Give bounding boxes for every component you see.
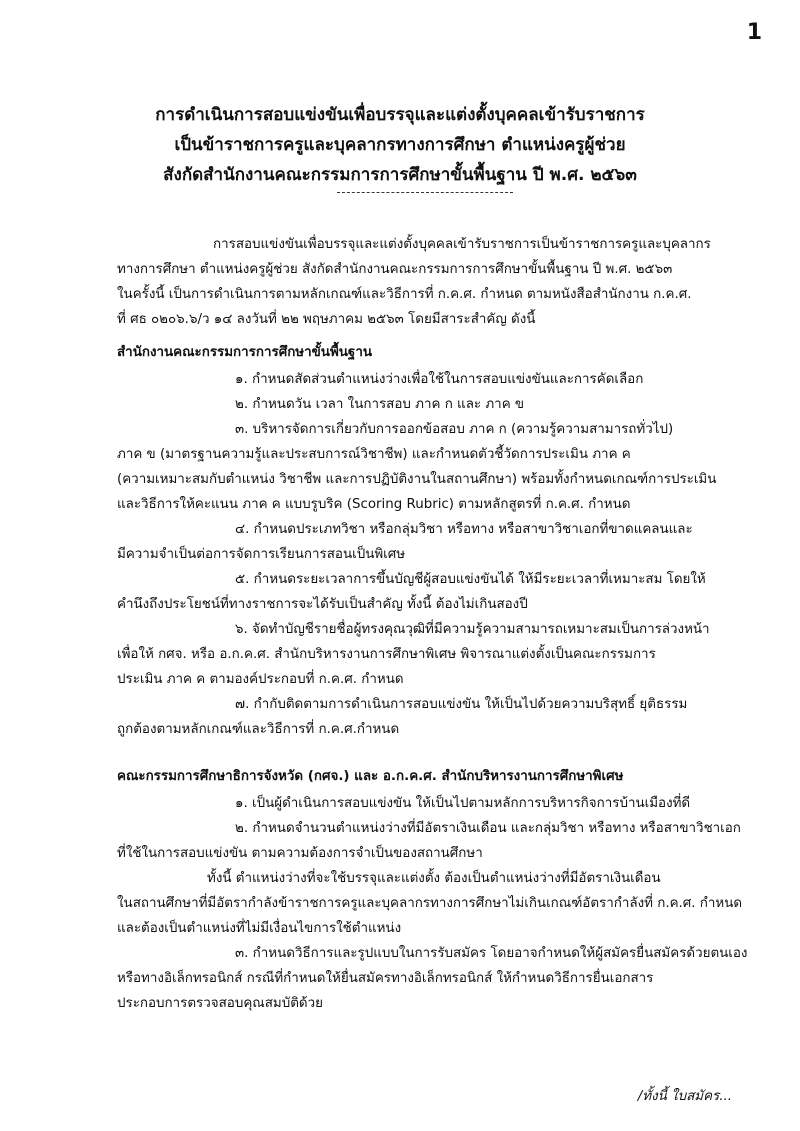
section1-line: ๗. กำกับติดตามการดำเนินการสอบแข่งขัน ให้เป็นไปด้วยความบริสุทธิ์ ยุติธรรม bbox=[235, 697, 688, 712]
section1-heading: สำนักงานคณะกรรมการการศึกษาขั้นพื้นฐาน bbox=[117, 345, 372, 360]
section1-line: คำนึงถึงประโยชน์ที่ทางราชการจะได้รับเป็นสำคัญ ทั้งนี้ ต้องไม่เกินสองปี bbox=[117, 597, 528, 612]
section1-line: ถูกต้องตามหลักเกณฑ์และวิธีการที่ ก.ค.ศ.กำหนด bbox=[117, 722, 400, 737]
section1-line: เพื่อให้ กศจ. หรือ อ.ก.ค.ศ. สำนักบริหารงานการศึกษาพิเศษ พิจารณาแต่งตั้งเป็นคณะกรรมการ bbox=[117, 647, 656, 662]
section2-line: หรือทางอิเล็กทรอนิกส์ กรณีที่กำหนดให้ยื่นสมัครทางอิเล็กทรอนิกส์ ให้กำหนดวิธีการยื่นเอกสาร bbox=[117, 971, 654, 986]
section1-line: ๕. กำหนดระยะเวลาการขึ้นบัญชีผู้สอบแข่งขันได้ ให้มีระยะเวลาที่เหมาะสม โดยให้ bbox=[235, 572, 706, 587]
section2-line: ประกอบการตรวจสอบคุณสมบัติด้วย bbox=[117, 996, 323, 1011]
section2-line: ๒. กำหนดจำนวนตำแหน่งว่างที่มีอัตราเงินเดือน และกลุ่มวิชา หรือทาง หรือสาขาวิชาเอก bbox=[235, 821, 741, 836]
section1-line: ๒. กำหนดวัน เวลา ในการสอบ ภาค ก และ ภาค ข bbox=[235, 397, 525, 412]
section2-line: ที่ใช้ในการสอบแข่งขัน ตามความต้องการจำเป็นของสถานศึกษา bbox=[117, 846, 483, 861]
section1-line: ๑. กำหนดสัดส่วนตำแหน่งว่างเพื่อใช้ในการสอบแข่งขันและการคัดเลือก bbox=[235, 372, 644, 387]
section2-line: ในสถานศึกษาที่มีอัตรากำลังข้าราชการครูและบุคลากรทางการศึกษาไม่เกินเกณฑ์อัตรากำลังที่ ก.ค.ศ. กำหนด bbox=[117, 896, 743, 911]
title-line-3: สังกัดสำนักงานคณะกรรมการการศึกษาขั้นพื้นฐาน ปี พ.ศ. ๒๕๖๓ bbox=[163, 165, 637, 185]
section2-line: ๑. เป็นผู้ดำเนินการสอบแข่งขัน ให้เป็นไปตามหลักการบริหารกิจการบ้านเมืองที่ดี bbox=[235, 796, 691, 811]
section1-line: ๖. จัดทำบัญชีรายชื่อผู้ทรงคุณวุฒิที่มีความรู้ความสามารถเหมาะสมเป็นการล่วงหน้า bbox=[235, 622, 710, 637]
section1-line: ๓. บริหารจัดการเกี่ยวกับการออกข้อสอบ ภาค ก (ความรู้ความสามารถทั่วไป) bbox=[235, 422, 674, 437]
section1-line: มีความจำเป็นต่อการจัดการเรียนการสอนเป็นพิเศษ bbox=[117, 547, 406, 562]
intro-line: การสอบแข่งขันเพื่อบรรจุและแต่งตั้งบุคคลเข้ารับราชการเป็นข้าราชการครูและบุคลากร bbox=[213, 237, 711, 252]
section1-line: และวิธีการให้คะแนน ภาค ค แบบรูบริค (Scoring Rubric) ตามหลักสูตรที่ ก.ค.ศ. กำหนด bbox=[117, 497, 631, 512]
intro-line: ทางการศึกษา ตำแหน่งครูผู้ช่วย สังกัดสำนักงานคณะกรรมการการศึกษาขั้นพื้นฐาน ปี พ.ศ. ๒๕๖๓ bbox=[117, 262, 673, 277]
title-line-2: เป็นข้าราชการครูและบุคลากรทางการศึกษา ตำแหน่งครูผู้ช่วย bbox=[174, 135, 626, 155]
section2-heading: คณะกรรมการศึกษาธิการจังหวัด (กศจ.) และ อ.ก.ค.ศ. สำนักบริหารงานการศึกษาพิเศษ bbox=[117, 769, 624, 784]
continuation-note: /ทั้งนี้ ใบสมัคร... bbox=[637, 1089, 732, 1104]
section1-line: ๔. กำหนดประเภทวิชา หรือกลุ่มวิชา หรือทาง หรือสาขาวิชาเอกที่ขาดแคลนและ bbox=[235, 522, 693, 537]
document-body bbox=[117, 232, 748, 1016]
page-number: 1 bbox=[746, 20, 762, 45]
intro-line: ในครั้งนี้ เป็นการดำเนินการตามหลักเกณฑ์และวิธีการที่ ก.ค.ศ. กำหนด ตามหนังสือสำนักงาน ก.ค.ศ. bbox=[117, 287, 692, 302]
title-divider bbox=[337, 192, 513, 193]
document-title bbox=[0, 100, 800, 190]
intro-line: ที่ ศธ ๐๒๐๖.๖/ว ๑๔ ลงวันที่ ๒๒ พฤษภาคม ๒๕๖๓ โดยมีสาระสำคัญ ดังนี้ bbox=[117, 312, 536, 327]
section1-line: ภาค ข (มาตรฐานความรู้และประสบการณ์วิชาชีพ) และกำหนดตัวชี้วัดการประเมิน ภาค ค bbox=[117, 447, 631, 462]
section2-line: ๓. กำหนดวิธีการและรูปแบบในการรับสมัคร โดยอาจกำหนดให้ผู้สมัครยื่นสมัครด้วยตนเอง bbox=[235, 946, 748, 961]
section1-line: ประเมิน ภาค ค ตามองค์ประกอบที่ ก.ค.ศ. กำหนด bbox=[117, 672, 404, 687]
section1-line: (ความเหมาะสมกับตำแหน่ง วิชาชีพ และการปฏิบัติงานในสถานศึกษา) พร้อมทั้งกำหนดเกณฑ์การประเมิน bbox=[117, 472, 717, 487]
section2-line: และต้องเป็นตำแหน่งที่ไม่มีเงื่อนไขการใช้ตำแหน่ง bbox=[117, 921, 402, 936]
section2-line: ทั้งนี้ ตำแหน่งว่างที่จะใช้บรรจุและแต่งตั้ง ต้องเป็นตำแหน่งว่างที่มีอัตราเงินเดือน bbox=[207, 871, 661, 886]
title-line-1: การดำเนินการสอบแข่งขันเพื่อบรรจุและแต่งตั้งบุคคลเข้ารับราชการ bbox=[155, 105, 645, 125]
